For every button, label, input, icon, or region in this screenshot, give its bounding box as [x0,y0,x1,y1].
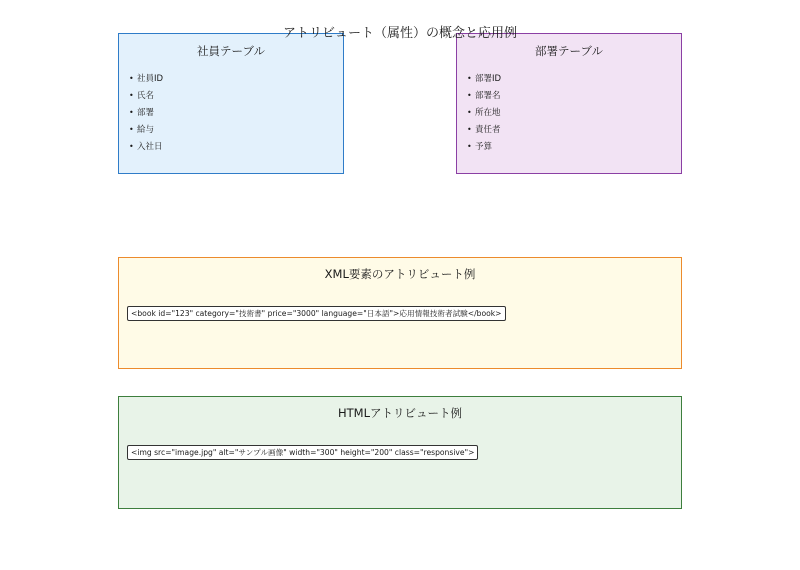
bullet-icon: • [129,125,134,134]
employee-attribute: • 社員ID [129,70,163,87]
employee-table-title: 社員テーブル [197,44,265,58]
department-attribute: • 部署ID [467,70,501,87]
department-attribute: • 予算 [467,138,501,155]
xml-example-title: XML要素のアトリビュート例 [324,267,476,281]
bullet-icon: • [129,142,134,151]
bullet-icon: • [467,74,472,83]
bullet-icon: • [467,91,472,100]
html-example-title: HTMLアトリビュート例 [337,406,462,420]
bullet-icon: • [467,125,472,134]
bullet-icon: • [129,91,134,100]
bullet-icon: • [467,108,472,117]
bullet-icon: • [129,74,134,83]
department-attribute: • 責任者 [467,121,501,138]
html-example-box [118,396,682,509]
employee-attribute: • 部署 [129,104,163,121]
employee-attribute-list [129,70,163,155]
bullet-icon: • [467,142,472,151]
department-table-title: 部署テーブル [535,44,603,58]
xml-code-snippet: <book id="123" category="技術書" price="3000" language="日本語">応用情報技術者試験</book> [127,306,506,321]
department-attribute: • 部署名 [467,87,501,104]
xml-example-box [118,257,682,369]
html-code-snippet: <img src="image.jpg" alt="サンプル画像" width="300" height="200" class="responsive"> [127,445,478,460]
employee-attribute: • 入社日 [129,138,163,155]
bullet-icon: • [129,108,134,117]
department-attribute-list [467,70,501,155]
page-title: アトリビュート（属性）の概念と応用例 [282,26,517,41]
department-table-box [456,33,682,174]
employee-table-box [118,33,344,174]
department-attribute: • 所在地 [467,104,501,121]
employee-attribute: • 氏名 [129,87,163,104]
employee-attribute: • 給与 [129,121,163,138]
